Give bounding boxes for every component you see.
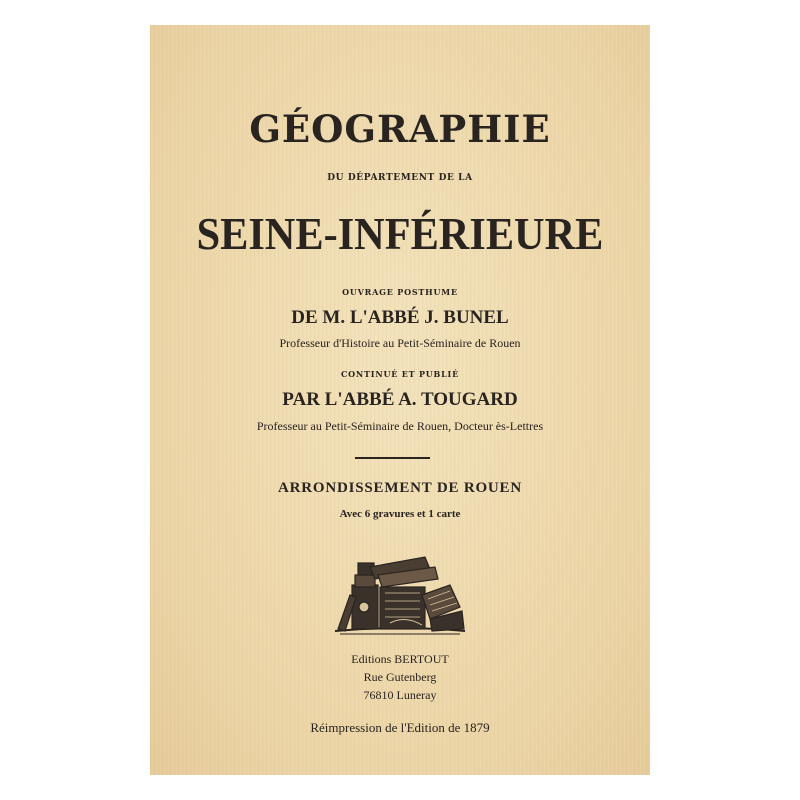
publisher-street: Rue Gutenberg [363,670,437,684]
books-vignette-icon [330,545,470,637]
book-title: GÉOGRAPHIE [249,107,551,151]
author-name: DE M. L'ABBÉ J. BUNEL [291,307,509,328]
arrondissement-heading: ARRONDISSEMENT DE ROUEN [278,480,522,496]
author-role: Professeur d'Histoire au Petit-Séminaire de Rouen [279,336,521,350]
editor-role: Professeur au Petit-Séminaire de Rouen, Docteur ès-Lettres [256,419,544,433]
continue-label: CONTINUÉ ET PUBLIÉ [341,369,459,379]
publisher-city: 76810 Luneray [363,688,437,702]
publisher-name: Editions BERTOUT [351,652,449,666]
posthume-label: OUVRAGE POSTHUME [342,287,458,297]
main-title: SEINE-INFÉRIEURE [196,208,604,259]
editor-name: PAR L'ABBÉ A. TOUGARD [282,389,518,410]
subtitle: DU DÉPARTEMENT DE LA [327,173,473,183]
book-cover [150,25,650,775]
illustrations-note: Avec 6 gravures et 1 carte [339,508,461,520]
reprint-note: Réimpression de l'Edition de 1879 [310,720,490,735]
divider-rule [355,457,430,459]
